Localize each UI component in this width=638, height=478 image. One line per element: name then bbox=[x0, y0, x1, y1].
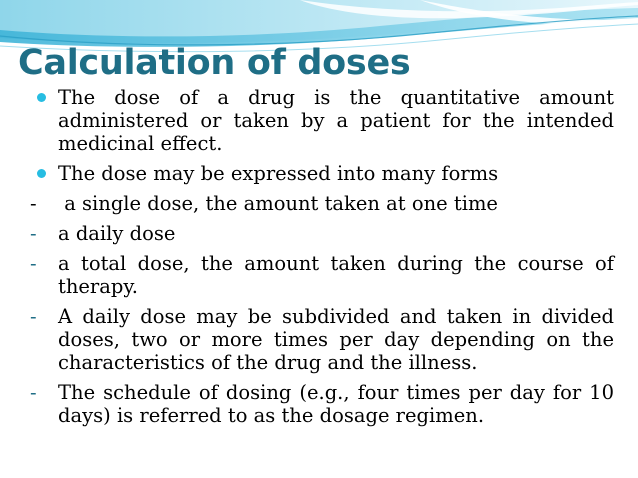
dash-marker: - bbox=[30, 192, 37, 215]
dash-text: The schedule of dosing (e.g., four times per day for 10 days) is referred to as the dosage regimen. bbox=[58, 381, 614, 427]
dash-text: a total dose, the amount taken during the course of therapy. bbox=[58, 252, 614, 298]
dash-item bbox=[30, 192, 614, 215]
dash-item bbox=[30, 222, 614, 245]
dash-marker: - bbox=[30, 222, 37, 245]
dash-item bbox=[30, 252, 614, 298]
dash-text: a daily dose bbox=[58, 222, 176, 245]
bullet-dot-icon bbox=[37, 169, 46, 178]
dash-item bbox=[30, 305, 614, 374]
bullet-text: The dose of a drug is the quantitative amount administered or taken by a patient for the intended medicinal effect. bbox=[58, 86, 614, 155]
bullet-item bbox=[36, 86, 614, 155]
dash-text: A daily dose may be subdivided and taken in divided doses, two or more times per day depending on the characteristics of the drug and the illness. bbox=[58, 305, 614, 374]
bullet-dot-icon bbox=[37, 93, 46, 102]
dash-marker: - bbox=[30, 252, 37, 275]
slide-content bbox=[30, 86, 614, 434]
dash-marker: - bbox=[30, 305, 37, 328]
bullet-item bbox=[36, 162, 614, 185]
dash-text: a single dose, the amount taken at one time bbox=[58, 192, 498, 215]
dash-marker: - bbox=[30, 381, 37, 404]
slide-title: Calculation of doses bbox=[18, 43, 411, 83]
bullet-text: The dose may be expressed into many forms bbox=[58, 162, 499, 185]
dash-item bbox=[30, 381, 614, 427]
